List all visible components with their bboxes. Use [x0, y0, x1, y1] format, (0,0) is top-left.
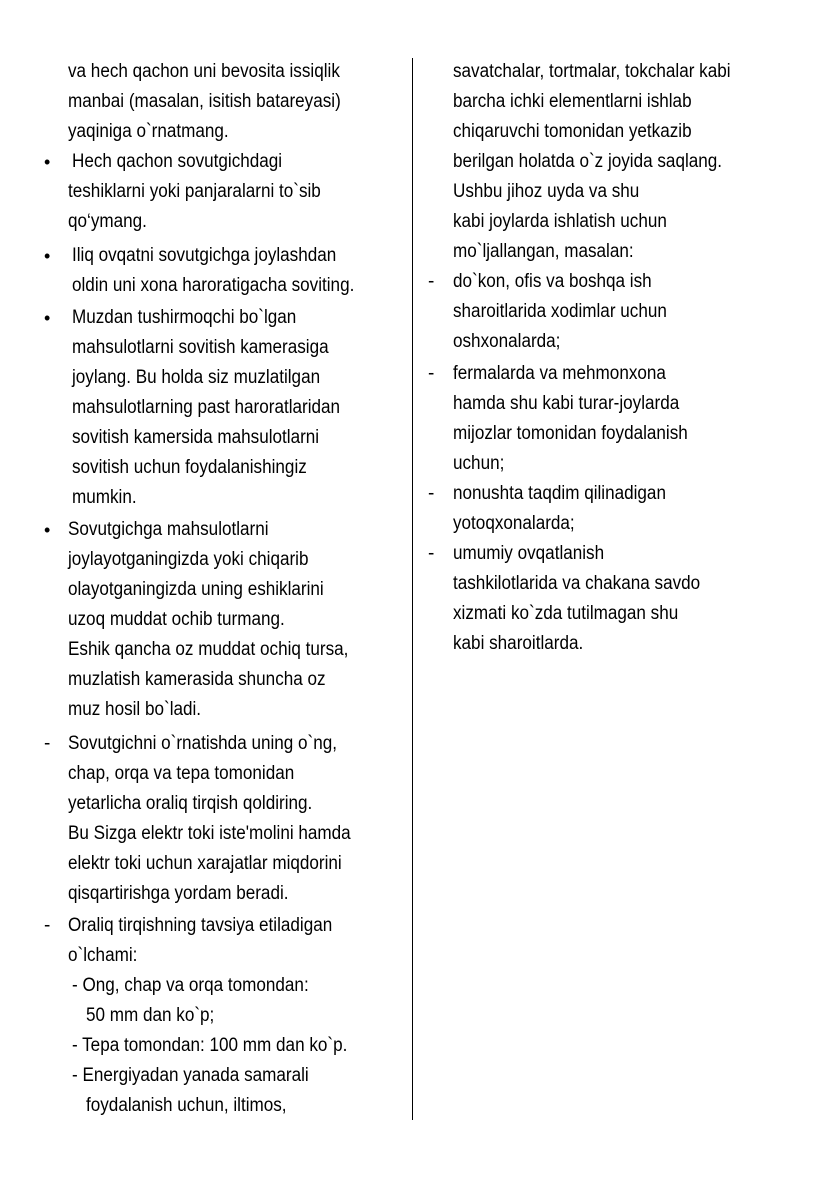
dash-marker: -	[44, 915, 51, 936]
list-item-line: fermalarda va mehmonxona	[453, 363, 666, 384]
list-item-line: kabi sharoitlarda.	[453, 633, 584, 654]
dash-marker: -	[428, 543, 435, 564]
list-item-line: Eshik qancha oz muddat ochiq tursa,	[68, 639, 349, 660]
list-item-line: muz hosil bo`ladi.	[68, 699, 202, 720]
list-item-line: muzlatish kamerasida shuncha oz	[68, 669, 326, 690]
list-item-line: xizmati ko`zda tutilmagan shu	[453, 603, 679, 624]
list-item-line: Sovutgichni o`rnatishda uning o`ng,	[68, 733, 338, 754]
list-item-line: yetarlicha oraliq tirqish qoldiring.	[68, 793, 313, 814]
list-item-line: tashkilotlarida va chakana savdo	[453, 573, 701, 594]
sub-item-line: - Energiyadan yanada samarali	[72, 1065, 309, 1086]
list-item-line: sovitish kamersida mahsulotlarni	[72, 427, 320, 448]
list-item-line: hamda shu kabi turar-joylarda	[453, 393, 680, 414]
list-item-line: sovitish uchun foydalanishingiz	[72, 457, 307, 478]
list-item-line: elektr toki uchun xarajatlar miqdorini	[68, 853, 342, 874]
list-item-line: umumiy ovqatlanish	[453, 543, 605, 564]
list-item-line: uchun;	[453, 453, 505, 474]
bullet-marker: •	[44, 152, 51, 172]
list-item-line: mumkin.	[72, 487, 137, 508]
text-line: chiqaruvchi tomonidan yetkazib	[453, 121, 692, 142]
list-item-line: oshxonalarda;	[453, 331, 561, 352]
list-item-line: yotoqxonalarda;	[453, 513, 575, 534]
text-line: berilgan holatda o`z joyida saqlang.	[453, 151, 723, 172]
list-item-line: sharoitlarida xodimlar uchun	[453, 301, 667, 322]
bullet-marker: •	[44, 246, 51, 266]
text-line: yaqiniga o`rnatmang.	[68, 121, 229, 142]
list-item-line: uzoq muddat ochib turmang.	[68, 609, 285, 630]
list-item-line: joylang. Bu holda siz muzlatilgan	[72, 367, 321, 388]
text-line: manbai (masalan, isitish batareyasi)	[68, 91, 341, 112]
list-item-line: mahsulotlarning past haroratlaridan	[72, 397, 341, 418]
bullet-marker: •	[44, 308, 51, 328]
text-line: va hech qachon uni bevosita issiqlik	[68, 61, 340, 82]
text-line: savatchalar, tortmalar, tokchalar kabi	[453, 61, 731, 82]
text-line: barcha ichki elementlarni ishlab	[453, 91, 692, 112]
list-item-line: Hech qachon sovutgichdagi	[72, 151, 283, 172]
list-item-line: oldin uni xona haroratigacha soviting.	[72, 275, 355, 296]
list-item-line: Bu Sizga elektr toki iste'molini hamda	[68, 823, 351, 844]
list-item-line: Sovutgichga mahsulotlarni	[68, 519, 269, 540]
sub-item-line: 50 mm dan ko`p;	[86, 1005, 215, 1026]
list-item-line: mijozlar tomonidan foydalanish	[453, 423, 688, 444]
text-line: mo`ljallangan, masalan:	[453, 241, 634, 262]
list-item-line: nonushta taqdim qilinadigan	[453, 483, 666, 504]
list-item-line: mahsulotlarni sovitish kamerasiga	[72, 337, 329, 358]
text-line: kabi joylarda ishlatish uchun	[453, 211, 667, 232]
dash-marker: -	[44, 733, 51, 754]
text-line: Ushbu jihoz uyda va shu	[453, 181, 640, 202]
list-item-line: chap, orqa va tepa tomonidan	[68, 763, 295, 784]
sub-item-line: - Ong, chap va orqa tomondan:	[72, 975, 309, 996]
sub-item-line: foydalanish uchun, iltimos,	[86, 1095, 287, 1116]
dash-marker: -	[428, 363, 435, 384]
list-item-line: qo‘ymang.	[68, 211, 147, 232]
list-item-line: Oraliq tirqishning tavsiya etiladigan	[68, 915, 333, 936]
dash-marker: -	[428, 483, 435, 504]
list-item-line: Muzdan tushirmoqchi bo`lgan	[72, 307, 297, 328]
list-item-line: do`kon, ofis va boshqa ish	[453, 271, 652, 292]
list-item-line: joylayotganingizda yoki chiqarib	[68, 549, 309, 570]
list-item-line: olayotganingizda uning eshiklarini	[68, 579, 324, 600]
list-item-line: teshiklarni yoki panjaralarni to`sib	[68, 181, 321, 202]
sub-item-line: - Tepa tomondan: 100 mm dan ko`p.	[72, 1035, 348, 1056]
column-divider	[412, 58, 413, 1120]
bullet-marker: •	[44, 520, 51, 540]
list-item-line: Iliq ovqatni sovutgichga joylashdan	[72, 245, 337, 266]
dash-marker: -	[428, 271, 435, 292]
list-item-line: qisqartirishga yordam beradi.	[68, 883, 289, 904]
list-item-line: o`lchami:	[68, 945, 138, 966]
